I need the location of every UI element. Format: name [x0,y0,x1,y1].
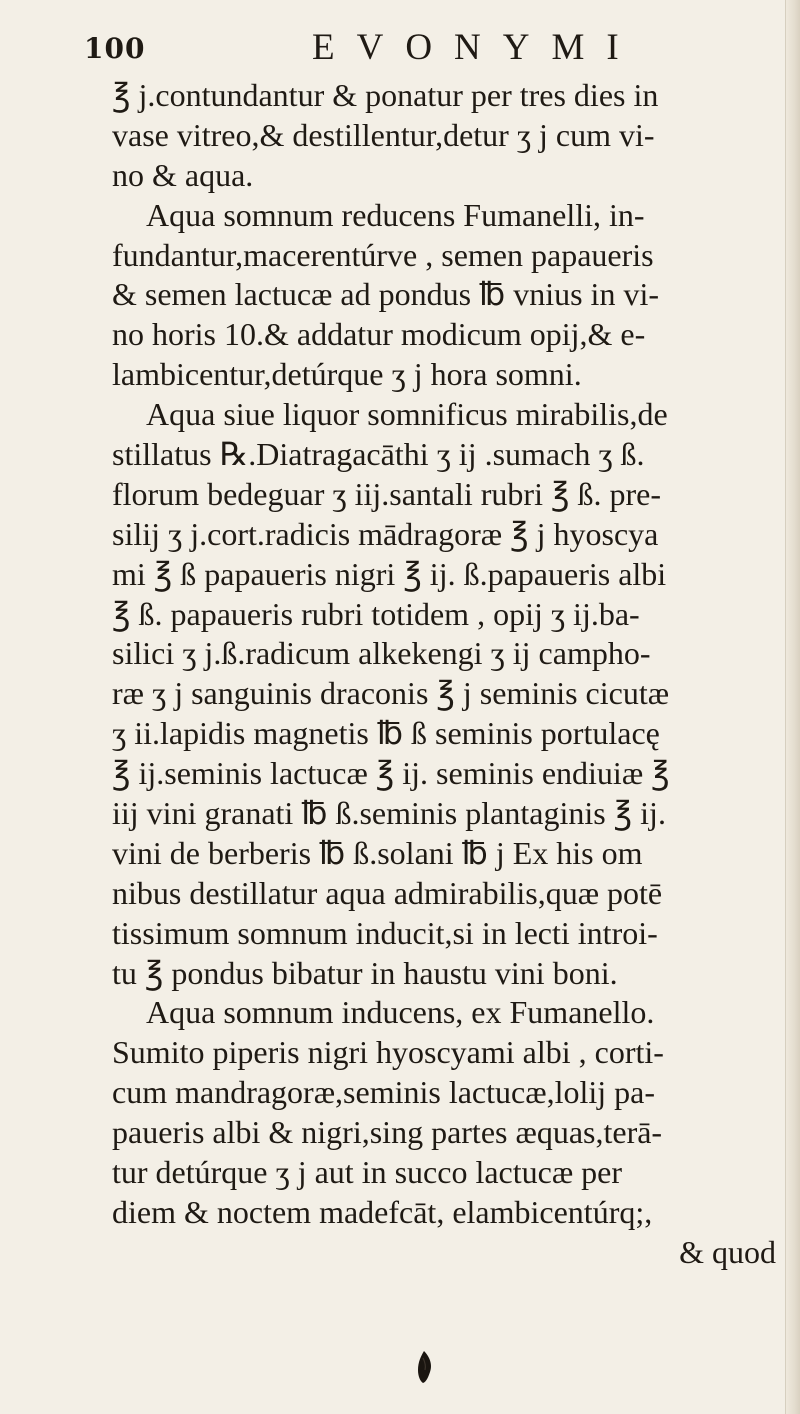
text-line: diem & noctem madefcāt, elambicentúrq;, [112,1193,653,1230]
text-line: vini de berberis ℔ ß.solani ℔ j Ex his om [112,834,643,871]
text-line: tu ℥ pondus bibatur in haustu vini boni. [112,954,618,991]
running-head: EVONYMI [312,27,641,68]
page-edge [785,0,800,1414]
text-line: lambicentur,detúrque ʒ j hora somni. [112,356,582,393]
text-line: mi ℥ ß papaueris nigri ℥ ij. ß.papaueris albi [112,555,667,592]
text-line: fundantur,macerentúrve , semen papaueris [112,236,654,273]
paragraph-start-line: Aqua somnum inducens, ex Fumanello. [146,994,655,1031]
text-line: tissimum somnum inducit,si in lecti introi- [112,914,658,951]
body-text [112,76,784,1273]
text-line: silici ʒ j.ß.radicum alkekengi ʒ ij campho- [112,635,651,672]
text-line: Sumito piperis nigri hyoscyami albi , corti- [112,1034,664,1071]
text-line: iij vini granati ℔ ß.seminis plantaginis ℥ ij. [112,795,666,832]
text-line: paueris albi & nigri,sing partes æquas,terā- [112,1114,663,1151]
catchword-line: & quod [679,1233,776,1270]
ink-blot-ornament [414,1350,434,1384]
text-line: vase vitreo,& destillentur,detur ʒ j cum vi- [112,116,655,153]
text-line: florum bedeguar ʒ iij.santali rubri ℥ ß. pre- [112,475,661,512]
text-line: no horis 10.& addatur modicum opij,& e- [112,316,646,353]
page-header [84,14,784,68]
paragraph-start-line: Aqua siue liquor somnificus mirabilis,de [146,396,668,433]
text-line: ʒ ii.lapidis magnetis ℔ ß seminis portulacę [112,715,660,752]
text-line: ℥ ij.seminis lactucæ ℥ ij. seminis endiuiæ ℥ [112,755,670,792]
text-line: cum mandragoræ,seminis lactucæ,lolij pa- [112,1074,655,1111]
text-line: ℥ ß. papaueris rubri totidem , opij ʒ ij.ba- [112,595,640,632]
text-line: tur detúrque ʒ j aut in succo lactucæ per [112,1154,623,1191]
text-line: & semen lactucæ ad pondus ℔ vnius in vi- [112,276,659,313]
page-number: 100 [84,32,146,65]
paragraph-start-line: Aqua somnum reducens Fumanelli, in- [146,196,645,233]
text-line: stillatus ℞.Diatragacāthi ʒ ij .sumach ʒ ß. [112,436,645,473]
text-line: no & aqua. [112,156,254,193]
text-line: ℥ j.contundantur & ponatur per tres dies in [112,77,659,113]
text-line: silij ʒ j.cort.radicis mādragoræ ℥ j hyoscya [112,515,659,552]
text-line: ræ ʒ j sanguinis draconis ℥ j seminis cicutæ [112,675,670,712]
text-line: nibus destillatur aqua admirabilis,quæ potē [112,874,663,911]
